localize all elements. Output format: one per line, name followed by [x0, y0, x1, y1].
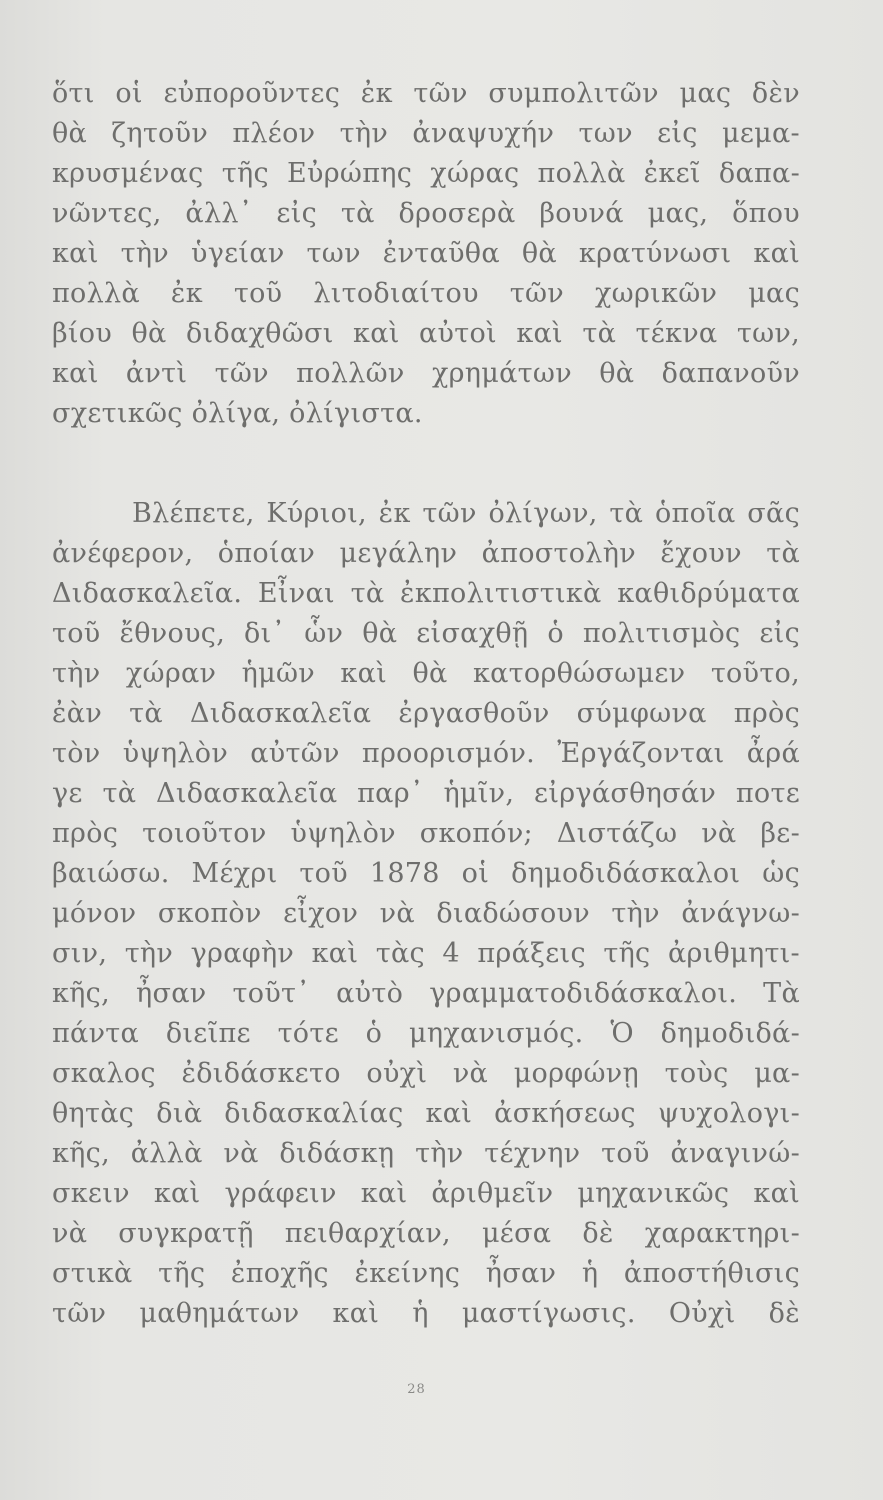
text-line: καὶ τὴν ὑγείαν των ἐνταῦθα θὰ κρατύνωσι καὶ — [52, 238, 800, 269]
text-line: τοῦ ἔθνους, δι᾽ ὧν θὰ εἰσαχθῇ ὁ πολιτισμὸς εἰς — [52, 618, 800, 649]
text-line: σιν, τὴν γραφὴν καὶ τὰς 4 πράξεις τῆς ἀριθμητι- — [52, 938, 800, 969]
text-line: θὰ ζητοῦν πλέον τὴν ἀναψυχήν των εἰς μεμα- — [52, 118, 800, 149]
text-line: πρὸς τοιοῦτον ὑψηλὸν σκοπόν; Διστάζω νὰ βε- — [52, 818, 800, 849]
text-line: νὰ συγκρατῇ πειθαρχίαν, μέσα δὲ χαρακτηρι- — [52, 1218, 800, 1249]
text-line: καὶ ἀντὶ τῶν πολλῶν χρημάτων θὰ δαπανοῦν — [52, 358, 800, 389]
page-number: 28 — [407, 1382, 426, 1397]
text-line: τὸν ὑψηλὸν αὐτῶν προορισμόν. Ἐργάζονται ἆρά — [52, 738, 800, 769]
text-line: θητὰς διὰ διδασκαλίας καὶ ἀσκήσεως ψυχολογι- — [52, 1098, 800, 1129]
text-line: μόνον σκοπὸν εἶχον νὰ διαδώσουν τὴν ἀνάγνω- — [52, 898, 800, 929]
text-line: Βλέπετε, Κύριοι, ἐκ τῶν ὀλίγων, τὰ ὁποῖα σᾶς — [132, 498, 800, 529]
text-line: κῆς, ἦσαν τοῦτ᾽ αὐτὸ γραμματοδιδάσκαλοι. Τὰ — [52, 978, 800, 1009]
text-line: ἀνέφερον, ὁποίαν μεγάλην ἀποστολὴν ἔχουν τὰ — [52, 538, 800, 569]
text-line: πάντα διεῖπε τότε ὁ μηχανισμός. Ὁ δημοδιδά- — [52, 1018, 800, 1049]
text-line: ὅτι οἱ εὐποροῦντες ἐκ τῶν συμπολιτῶν μας δὲν — [52, 78, 800, 109]
paragraph-1 — [52, 74, 800, 434]
text-line: βαιώσω. Μέχρι τοῦ 1878 οἱ δημοδιδάσκαλοι ὡς — [52, 858, 800, 889]
text-line: γε τὰ Διδασκαλεῖα παρ᾽ ἡμῖν, εἰργάσθησάν ποτε — [52, 778, 800, 809]
text-line: Διδασκαλεῖα. Εἶναι τὰ ἐκπολιτιστικὰ καθιδρύματα — [52, 578, 800, 609]
text-line: βίου θὰ διδαχθῶσι καὶ αὐτοὶ καὶ τὰ τέκνα των, — [52, 318, 800, 349]
text-line: σκαλος ἐδιδάσκετο οὐχὶ νὰ μορφώνῃ τοὺς μα- — [52, 1058, 800, 1089]
text-line: σχετικῶς ὀλίγα, ὀλίγιστα. — [52, 398, 423, 429]
text-line: τὴν χώραν ἡμῶν καὶ θὰ κατορθώσωμεν τοῦτο, — [52, 658, 800, 689]
text-line: σκειν καὶ γράφειν καὶ ἀριθμεῖν μηχανικῶς καὶ — [52, 1178, 800, 1209]
text-line: τῶν μαθημάτων καὶ ἡ μαστίγωσις. Οὐχὶ δὲ — [52, 1298, 800, 1329]
text-line: κῆς, ἀλλὰ νὰ διδάσκῃ τὴν τέχνην τοῦ ἀναγινώ- — [52, 1138, 800, 1169]
text-line: νῶντες, ἀλλ᾽ εἰς τὰ δροσερὰ βουνά μας, ὅπου — [52, 198, 800, 229]
text-line: πολλὰ ἐκ τοῦ λιτοδιαίτου τῶν χωρικῶν μας — [52, 278, 800, 309]
paragraph-2 — [52, 494, 800, 1334]
text-line: στικὰ τῆς ἐποχῆς ἐκείνης ἦσαν ἡ ἀποστήθισις — [52, 1258, 800, 1289]
text-line: ἐὰν τὰ Διδασκαλεῖα ἐργασθοῦν σύμφωνα πρὸς — [52, 698, 800, 729]
text-line: κρυσμένας τῆς Εὐρώπης χώρας πολλὰ ἐκεῖ δαπα- — [52, 158, 800, 189]
